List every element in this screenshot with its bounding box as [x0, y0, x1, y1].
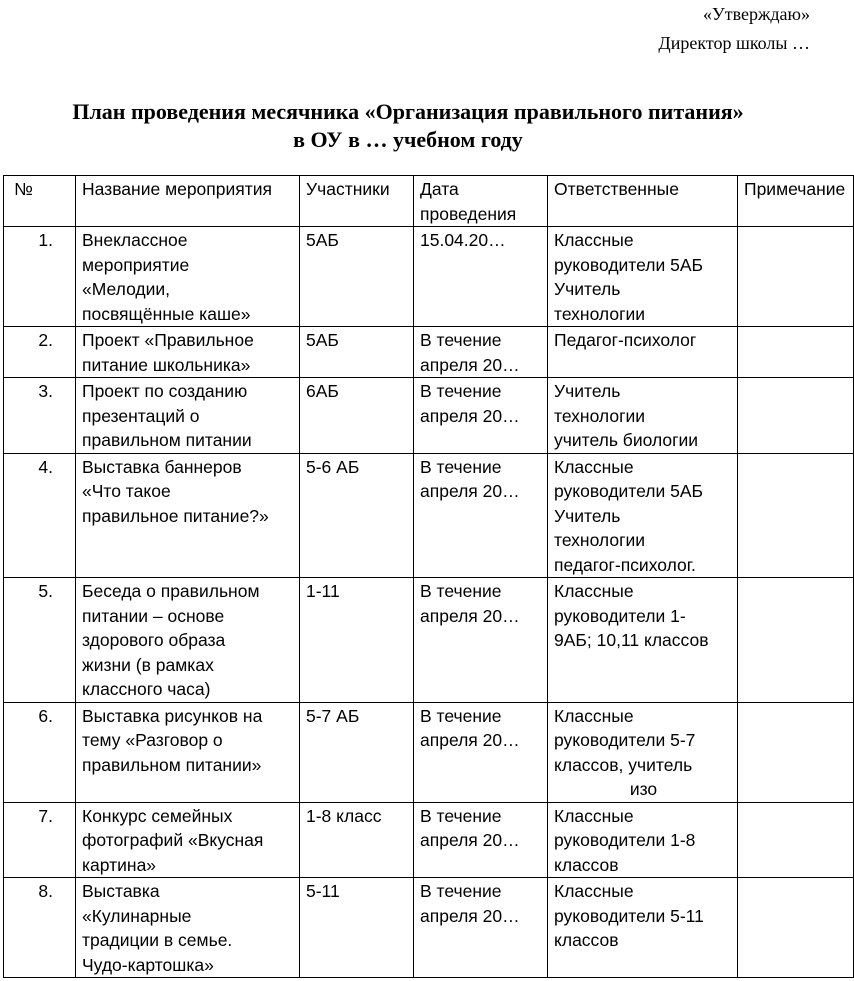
event-name-cell-line: питание школьника» [82, 354, 251, 375]
event-name-cell-line: посвящённые каше» [82, 303, 251, 324]
event-name-cell [76, 578, 300, 703]
note-cell [738, 578, 854, 703]
responsible-cell [548, 878, 738, 978]
title-line-1: План проведения месячника «Организация правильного питания» [72, 99, 744, 124]
date-cell-line: В течение [420, 381, 502, 401]
responsible-cell [548, 453, 738, 578]
table-row [4, 327, 854, 378]
responsible-cell-line: Классные [554, 581, 634, 601]
date-cell-line: 15.04.20… [420, 230, 506, 250]
participants-cell [300, 802, 414, 878]
event-name-cell-line: фотографий «Вкусная [82, 830, 264, 850]
event-name-cell-line: питании – основе [82, 605, 225, 626]
document-title [0, 98, 816, 154]
date-cell-line: В течение [420, 881, 502, 901]
event-name-cell-line: правильное питание?» [82, 505, 269, 526]
participants-cell [300, 578, 414, 703]
responsible-cell-line: технологии [554, 530, 646, 550]
responsible-cell [548, 327, 738, 378]
participants-cell-line: 5АБ [306, 330, 339, 350]
responsible-cell-line: 9АБ; 10,11 классов [554, 630, 709, 650]
row-number: 5. [4, 578, 76, 703]
responsible-cell-line: учитель биологии [554, 430, 699, 450]
date-cell-line: апреля 20… [420, 605, 520, 626]
date-cell-line: апреля 20… [420, 905, 520, 926]
note-cell [738, 227, 854, 327]
event-name-cell-line: Проект по созданию [82, 381, 248, 401]
responsible-cell-line: Классные [554, 805, 634, 826]
event-name-cell-line: традиции в семье. [82, 930, 233, 950]
responsible-cell-line: Классные [554, 881, 634, 901]
date-cell [414, 453, 548, 578]
responsible-cell-line: руководители 5АБ [554, 254, 704, 275]
date-cell [414, 378, 548, 454]
event-name-cell [76, 227, 300, 327]
header-note: Примечание [738, 176, 854, 227]
date-cell-line: апреля 20… [420, 481, 520, 501]
participants-cell [300, 378, 414, 454]
date-cell [414, 878, 548, 978]
row-number: 6. [4, 702, 76, 802]
responsible-cell-line: Учитель [554, 279, 621, 299]
table-row [4, 702, 854, 802]
event-name-cell [76, 878, 300, 978]
event-name-cell-line: мероприятие [82, 254, 190, 275]
event-name-cell-line: Выставка баннеров [82, 456, 242, 477]
responsible-cell-line: руководители 5АБ [554, 481, 704, 501]
header-date [414, 176, 548, 227]
participants-cell [300, 453, 414, 578]
table-body [4, 227, 854, 978]
participants-cell [300, 327, 414, 378]
event-name-cell-line: тему «Разговор о [82, 730, 223, 750]
responsible-cell-line: Учитель [554, 505, 621, 526]
note-cell [738, 702, 854, 802]
event-name-cell [76, 327, 300, 378]
date-cell-line: апреля 20… [420, 730, 520, 750]
event-name-cell-line: презентаций о [82, 405, 200, 426]
event-name-cell [76, 378, 300, 454]
table-row [4, 453, 854, 578]
date-cell [414, 578, 548, 703]
responsible-cell-line: классов [554, 930, 619, 950]
participants-cell [300, 702, 414, 802]
event-name-cell-line: Выставка рисунков на [82, 705, 263, 726]
row-number: 7. [4, 802, 76, 878]
approval-line-2: Директор школы … [658, 33, 810, 53]
event-name-cell-line: жизни (в рамках [82, 654, 214, 675]
responsible-cell-line: руководители 1-8 [554, 830, 696, 850]
date-cell [414, 802, 548, 878]
date-cell-line: В течение [420, 330, 502, 350]
table-row [4, 227, 854, 327]
approval-block [658, 0, 810, 58]
responsible-cell [548, 578, 738, 703]
event-name-cell [76, 453, 300, 578]
table-row [4, 878, 854, 978]
event-name-cell-line: «Мелодии, [82, 279, 171, 299]
table-row [4, 378, 854, 454]
event-name-cell-line: правильном питании» [82, 754, 262, 775]
event-name-cell-line: здорового образа [82, 630, 226, 650]
row-number: 3. [4, 378, 76, 454]
responsible-cell-line: Классные [554, 705, 634, 726]
header-num: № [4, 176, 76, 227]
date-cell-line: В течение [420, 581, 502, 601]
responsible-cell-line: руководители 1- [554, 605, 686, 626]
date-cell-line: В течение [420, 456, 502, 477]
note-cell [738, 378, 854, 454]
date-cell-line: апреля 20… [420, 830, 520, 850]
responsible-cell-line: руководители 5-11 [554, 905, 704, 926]
event-name-cell [76, 702, 300, 802]
date-cell [414, 327, 548, 378]
date-cell-line: В течение [420, 705, 502, 726]
participants-cell-line: 1-8 класс [306, 805, 382, 826]
responsible-cell [548, 802, 738, 878]
events-table [3, 175, 854, 978]
row-number: 1. [4, 227, 76, 327]
event-name-cell-line: Чудо-картошка» [82, 954, 214, 975]
date-cell-line: апреля 20… [420, 405, 520, 426]
event-name-cell-line: картина» [82, 854, 157, 875]
table-header-row [4, 176, 854, 227]
note-cell [738, 453, 854, 578]
responsible-cell-line: педагог-психолог. [554, 554, 696, 575]
event-name-cell-line: «Что такое [82, 481, 171, 501]
responsible-cell-line: Классные [554, 230, 634, 250]
event-name-cell-line: классного часа) [82, 679, 211, 699]
approval-line-1: «Утверждаю» [702, 4, 810, 24]
event-name-cell-line: Беседа о правильном [82, 581, 260, 601]
participants-cell-line: 5-6 АБ [306, 456, 360, 477]
responsible-cell-line: классов, учитель [554, 754, 693, 775]
event-name-cell-line: «Кулинарные [82, 905, 192, 926]
participants-cell-line: 5-7 АБ [306, 705, 360, 726]
responsible-cell [548, 702, 738, 802]
row-number: 2. [4, 327, 76, 378]
event-name-cell [76, 802, 300, 878]
table-row [4, 802, 854, 878]
responsible-cell-line: технологии [554, 405, 646, 426]
note-cell [738, 802, 854, 878]
date-cell [414, 227, 548, 327]
event-name-cell-line: Конкурс семейных [82, 805, 233, 826]
participants-cell-line: 1-11 [306, 581, 340, 601]
date-cell [414, 702, 548, 802]
responsible-cell-line: изо [629, 779, 658, 799]
responsible-cell-line: Учитель [554, 381, 621, 401]
participants-cell [300, 227, 414, 327]
header-name: Название мероприятия [76, 176, 300, 227]
note-cell [738, 327, 854, 378]
participants-cell-line: 5-11 [306, 881, 340, 901]
responsible-cell [548, 378, 738, 454]
row-number: 8. [4, 878, 76, 978]
responsible-cell-line: Классные [554, 456, 634, 477]
event-name-cell-line: правильном питании [82, 430, 252, 450]
responsible-cell-line: классов [554, 854, 619, 875]
participants-cell-line: 5АБ [306, 230, 339, 250]
responsible-cell-line: Педагог-психолог [554, 330, 697, 350]
date-cell-line: В течение [420, 805, 502, 826]
event-name-cell-line: Внеклассное [82, 230, 188, 250]
table-row [4, 578, 854, 703]
event-name-cell-line: Проект «Правильное [82, 330, 254, 350]
event-name-cell-line: Выставка [82, 881, 160, 901]
participants-cell [300, 878, 414, 978]
responsible-cell-line: руководители 5-7 [554, 730, 696, 750]
participants-cell-line: 6АБ [306, 381, 339, 401]
date-cell-line: апреля 20… [420, 354, 520, 375]
events-table-wrapper [3, 175, 846, 981]
note-cell [738, 878, 854, 978]
responsible-cell [548, 227, 738, 327]
header-date-line-1: Дата [420, 179, 459, 199]
row-number: 4. [4, 453, 76, 578]
title-line-2: в ОУ в … учебном году [293, 127, 523, 152]
responsible-cell-line: технологии [554, 303, 646, 324]
header-date-line-2: проведения [420, 203, 517, 224]
header-participants: Участники [300, 176, 414, 227]
header-responsible: Ответственные [548, 176, 738, 227]
